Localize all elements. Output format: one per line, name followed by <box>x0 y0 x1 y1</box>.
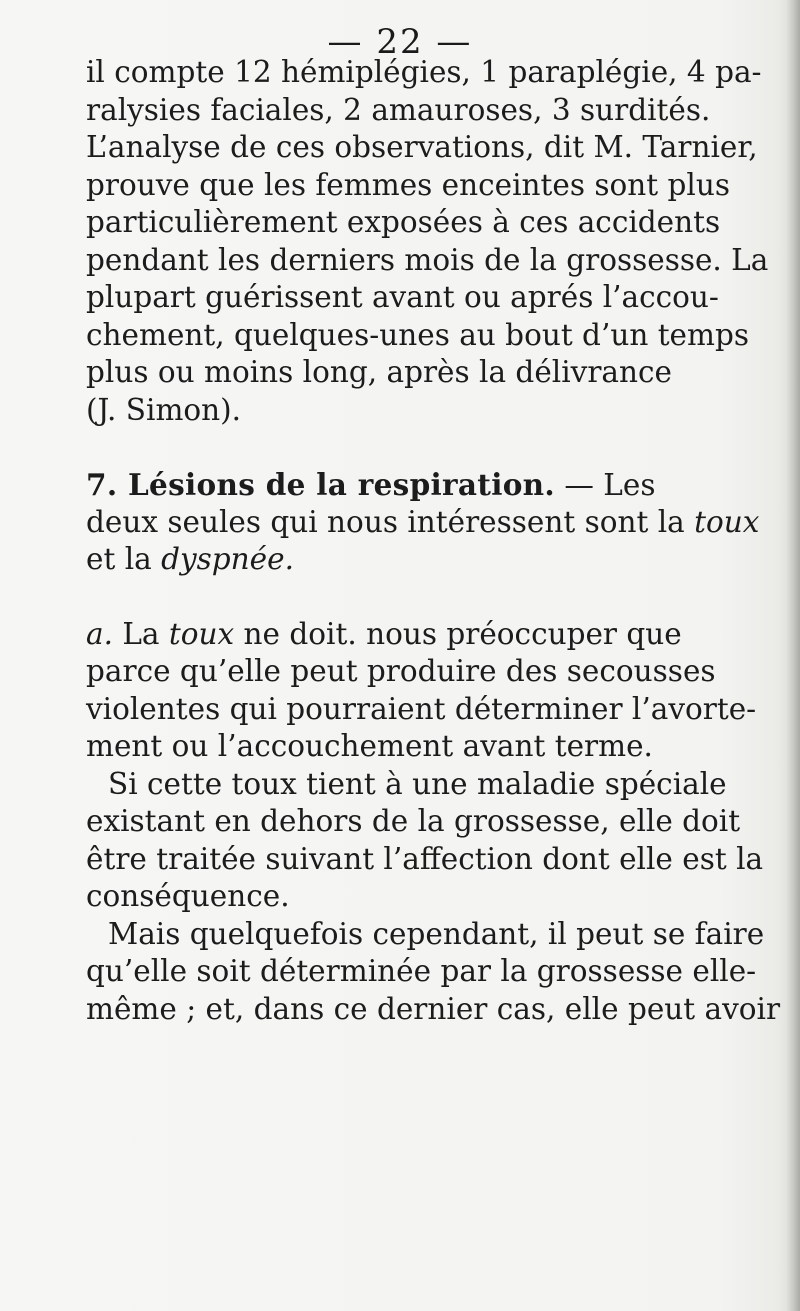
text-line: être traitée suivant l’affection dont elle est la <box>86 841 764 876</box>
text-line: ralysies faciales, 2 amauroses, 3 surdités. <box>86 92 711 127</box>
text-line: prouve que les femmes enceintes sont plus <box>86 167 730 202</box>
text-run: ne doit. nous préoccuper que <box>234 616 682 651</box>
text-line <box>86 541 790 579</box>
text-line: plus ou moins long, après la délivrance <box>86 355 672 389</box>
text-line: conséquence. <box>86 879 290 913</box>
section-heading-rest: — Les <box>564 468 656 502</box>
text-line: parce qu’elle peut produire des secousses <box>86 654 716 688</box>
text-line: même ; et, dans ce dernier cas, elle peut avoir <box>86 991 781 1026</box>
text-line: il compte 12 hémiplégies, 1 paraplégie, 4 pa- <box>86 55 762 89</box>
italic-term: dyspnée. <box>161 542 294 576</box>
text-line: pendant les derniers mois de la grossesse. La <box>86 242 769 277</box>
text-line: qu’elle soit déterminée par la grossesse elle- <box>86 954 757 988</box>
item-letter: a. <box>86 616 113 651</box>
section-heading: 7. Lésions de la respiration. <box>86 467 555 502</box>
section-heading-line <box>86 466 790 504</box>
text-run: La <box>112 616 169 651</box>
text-line: chement, quelques-unes au bout d’un temps <box>86 317 750 352</box>
page-number: — 22 — <box>327 22 473 62</box>
text-line <box>86 504 790 542</box>
text-line: ment ou l’accouchement avant terme. <box>86 729 653 763</box>
italic-term: toux <box>694 504 760 539</box>
text-line: Mais quelquefois cependant, il peut se faire <box>108 916 765 951</box>
text-line <box>86 616 790 654</box>
text-run: et la <box>86 542 162 576</box>
text-line: violentes qui pourraient déterminer l’avorte- <box>86 691 757 726</box>
text-line: plupart guérissent avant ou aprés l’accou- <box>86 280 719 314</box>
body-text <box>86 54 790 1028</box>
text-line: L’analyse de ces observations, dit M. Tarnier, <box>86 130 758 164</box>
text-line: Si cette toux tient à une maladie spéciale <box>108 766 727 801</box>
text-line: (J. Simon). <box>86 392 242 427</box>
text-line: particulièrement exposées à ces accidents <box>86 205 721 239</box>
text-line: existant en dehors de la grossesse, elle doit <box>86 804 741 838</box>
text-run: deux seules qui nous intéressent sont la <box>86 504 695 539</box>
italic-term: toux <box>168 616 235 651</box>
